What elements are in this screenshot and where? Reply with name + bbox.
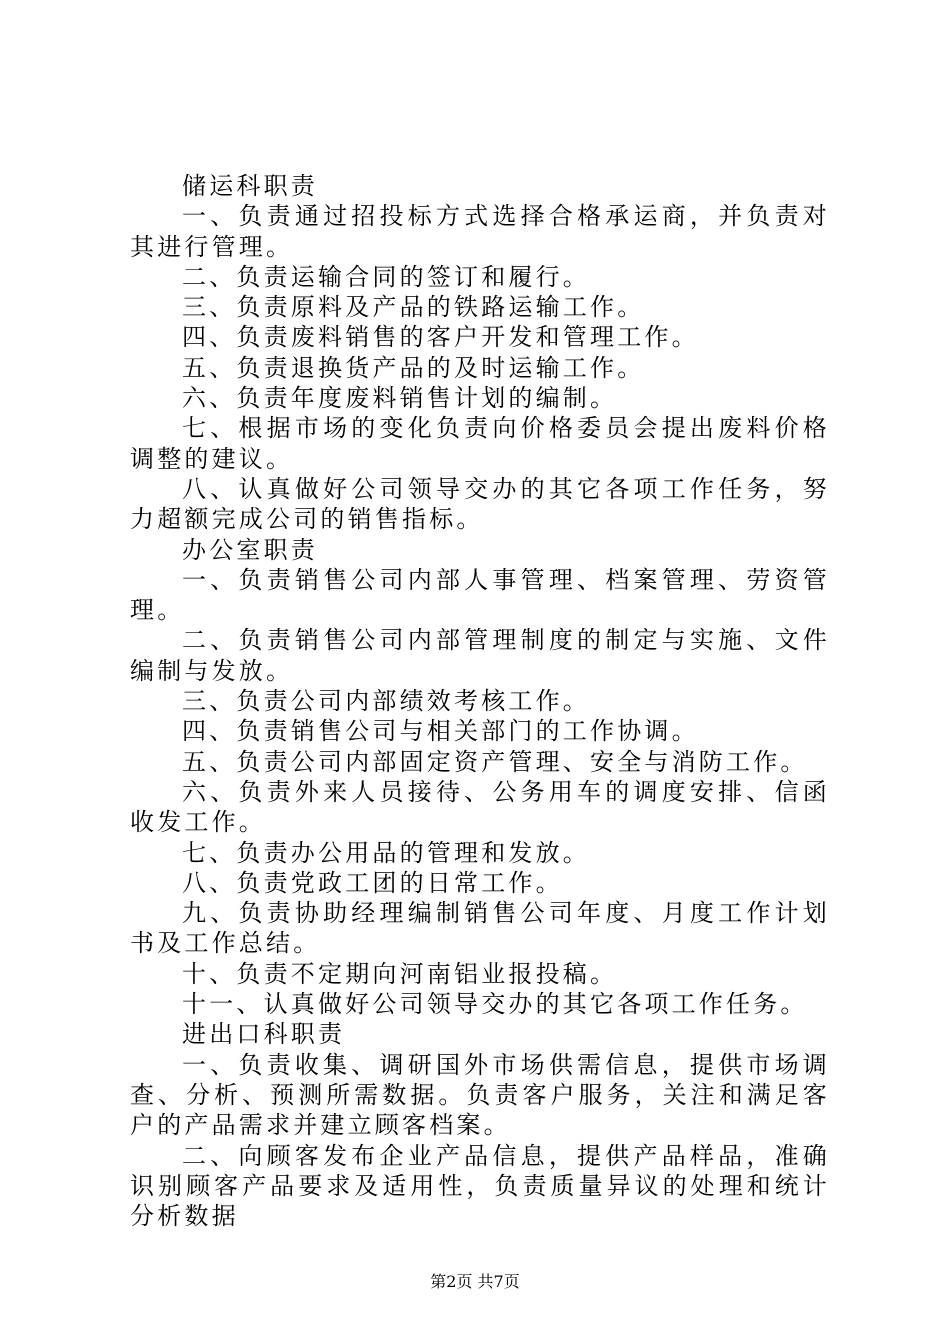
paragraph: 九、负责协助经理编制销售公司年度、月度工作计划书及工作总结。 — [130, 899, 830, 958]
page-footer — [0, 1272, 950, 1292]
paragraph: 四、负责废料销售的客户开发和管理工作。 — [182, 323, 699, 352]
page-number: 第2页 共7页 — [430, 1272, 520, 1291]
paragraph: 五、负责退换货产品的及时运输工作。 — [182, 353, 645, 382]
paragraph: 三、负责原料及产品的铁路运输工作。 — [182, 293, 645, 322]
paragraph: 四、负责销售公司与相关部门的工作协调。 — [182, 717, 699, 746]
paragraph: 十一、认真做好公司领导交办的其它各项工作任务。 — [182, 990, 808, 1019]
section-heading: 进出口科职责 — [182, 1020, 346, 1049]
paragraph: 一、负责通过招投标方式选择合格承运商，并负责对其进行管理。 — [130, 202, 830, 261]
section-heading: 办公室职责 — [182, 535, 318, 564]
document-body — [130, 171, 830, 1231]
paragraph: 八、认真做好公司领导交办的其它各项工作任务，努力超额完成公司的销售指标。 — [130, 474, 830, 534]
paragraph: 八、负责党政工团的日常工作。 — [182, 868, 563, 897]
paragraph: 六、负责外来人员接待、公务用车的调度安排、信函收发工作。 — [130, 777, 830, 837]
section-heading: 储运科职责 — [182, 172, 318, 200]
paragraph: 二、向顾客发布企业产品信息，提供产品样品，准确识别顾客产品要求及适用性，负责质量异议的处理和统计分析数据 — [130, 1141, 830, 1231]
paragraph: 三、负责公司内部绩效考核工作。 — [182, 687, 590, 716]
paragraph: 七、负责办公用品的管理和发放。 — [182, 838, 590, 867]
paragraph: 十、负责不定期向河南铝业报投稿。 — [182, 959, 618, 988]
paragraph: 一、负责收集、调研国外市场供需信息，提供市场调查、分析、预测所需数据。负责客户服务，关注和满足客户的产品需求并建立顾客档案。 — [130, 1050, 830, 1140]
paragraph: 七、根据市场的变化负责向价格委员会提出废料价格调整的建议。 — [130, 414, 830, 473]
paragraph: 二、负责销售公司内部管理制度的制定与实施、文件编制与发放。 — [130, 626, 830, 685]
paragraph: 一、负责销售公司内部人事管理、档案管理、劳资管理。 — [130, 565, 830, 625]
paragraph: 二、负责运输合同的签订和履行。 — [182, 262, 590, 291]
paragraph: 六、负责年度废料销售计划的编制。 — [182, 384, 618, 413]
paragraph: 五、负责公司内部固定资产管理、安全与消防工作。 — [182, 747, 808, 776]
